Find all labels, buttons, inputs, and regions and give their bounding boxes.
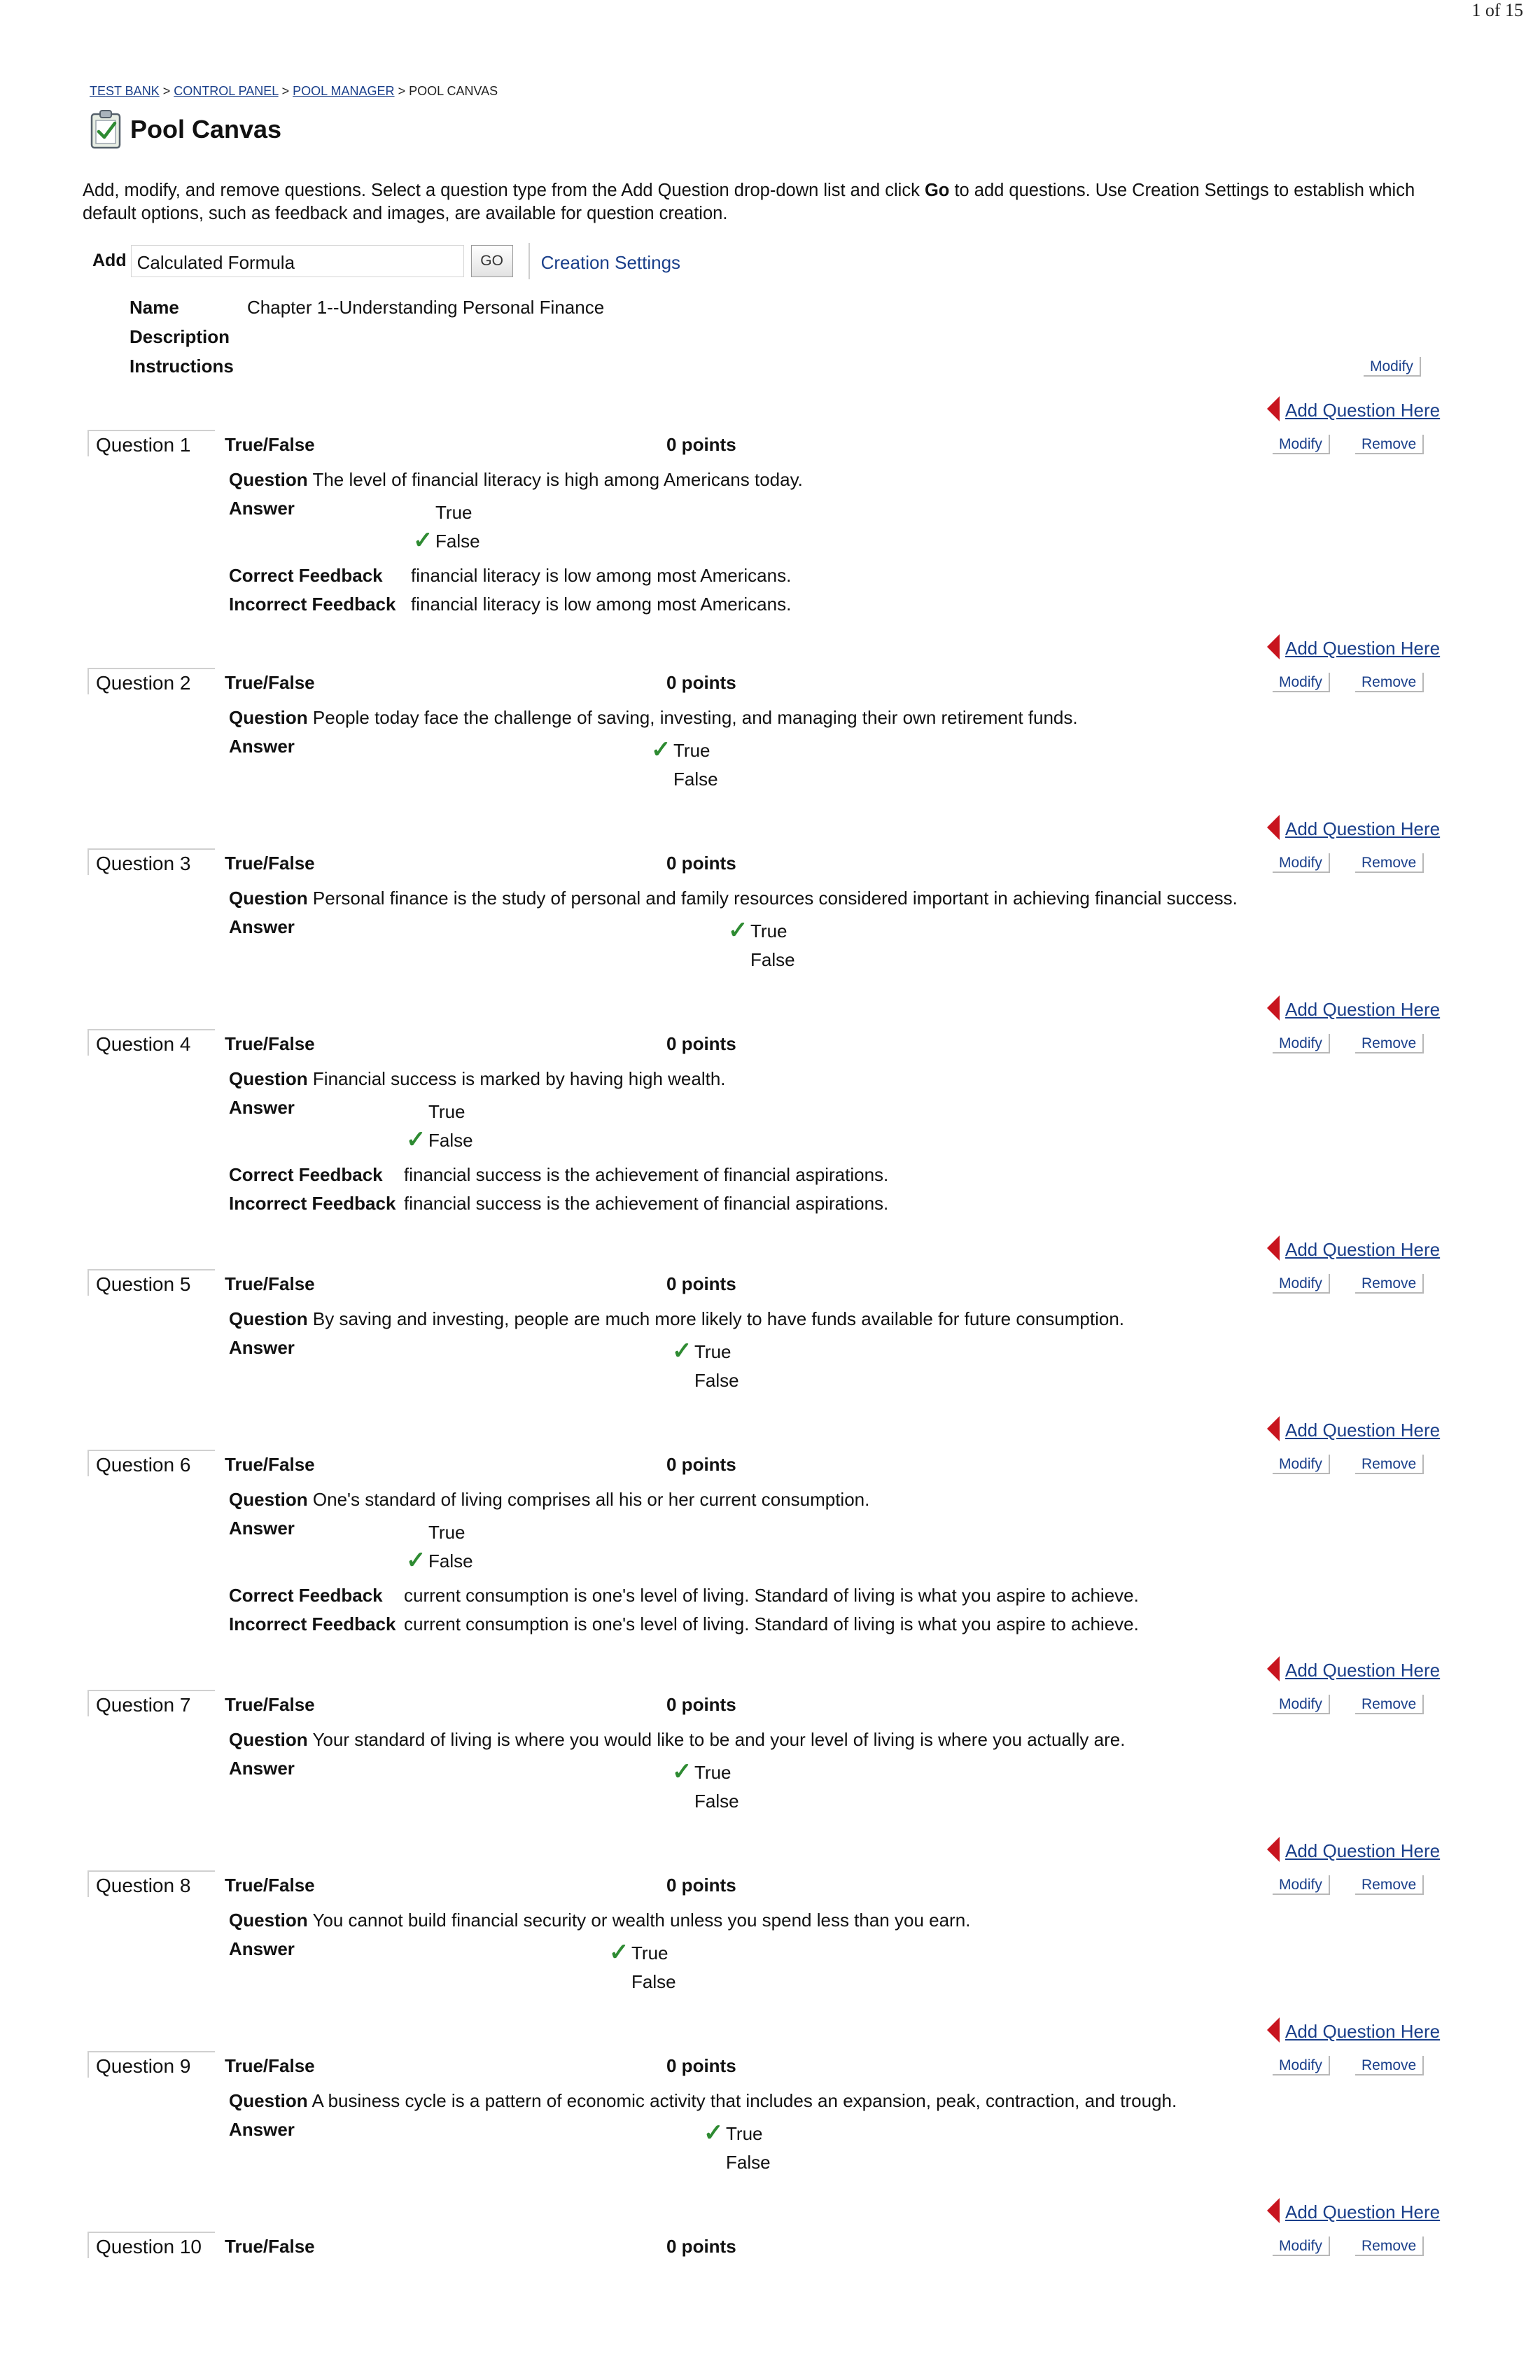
question-type-true: True <box>225 1454 263 1475</box>
breadcrumb-test-bank[interactable]: TEST BANK <box>90 84 160 98</box>
answer-label: Answer <box>229 1938 295 1959</box>
question-type-false: /False <box>262 1875 315 1896</box>
page-header <box>90 109 281 150</box>
question-type-false: /False <box>262 1694 315 1715</box>
question-type-false: /False <box>262 2055 315 2076</box>
add-question-here-link[interactable] <box>1267 995 1440 1021</box>
question-number: Question 5 <box>88 1269 215 1296</box>
correct-answer-check-icon: ✓ <box>413 527 433 554</box>
add-question-here-label: Add Question Here <box>1285 818 1441 839</box>
incorrect-feedback-text: financial literacy is low among most Americans. <box>411 594 792 615</box>
question-number: Question 9 <box>88 2051 215 2078</box>
question-text-row <box>229 1729 1125 1751</box>
question-type <box>225 434 315 456</box>
question-number: Question 4 <box>88 1029 215 1056</box>
correct-feedback-text: financial success is the achievement of financial aspirations. <box>404 1164 889 1185</box>
question-text-row <box>229 1910 970 1931</box>
question-type-false: /False <box>262 2236 315 2257</box>
question-type-false: /False <box>262 434 315 455</box>
add-question-here-label: Add Question Here <box>1285 400 1441 421</box>
clipboard-check-icon <box>90 109 123 150</box>
question-type-false: /False <box>262 1454 315 1475</box>
answer-option-false: False <box>694 1370 739 1391</box>
question-type-true: True <box>225 672 263 693</box>
question-header <box>88 430 1442 458</box>
add-question-here-link[interactable] <box>1267 2198 1440 2223</box>
answer-option-false: False <box>631 1971 676 1992</box>
correct-answer-check-icon: ✓ <box>672 1338 692 1364</box>
question-type-false: /False <box>262 1033 315 1054</box>
add-question-here-label: Add Question Here <box>1285 2021 1441 2042</box>
question-number: Question 6 <box>88 1450 215 1476</box>
answer-option-false: False <box>750 949 795 970</box>
question-points: 0 points <box>666 434 736 455</box>
add-label: Add <box>92 251 127 270</box>
question-text: By saving and investing, people are much more likely to have funds available for future consumption. <box>312 1308 1125 1329</box>
question-label: Question <box>229 2090 308 2111</box>
question-type <box>225 1273 315 1295</box>
question-label: Question <box>229 1729 308 1750</box>
pool-name-value: Chapter 1--Understanding Personal Finance <box>247 297 605 318</box>
question-label: Question <box>229 1910 308 1931</box>
remove-button[interactable]: Remove <box>1355 435 1424 454</box>
question-text: People today face the challenge of saving, investing, and managing their own retirement funds. <box>312 707 1078 728</box>
question-header <box>88 1450 1442 1478</box>
answer-label: Answer <box>229 1097 295 1118</box>
question-points: 0 points <box>666 1033 736 1054</box>
question-header <box>88 848 1442 876</box>
modify-button[interactable]: Modify <box>1273 1875 1330 1895</box>
add-question-here-link[interactable] <box>1267 815 1440 840</box>
divider <box>528 243 530 279</box>
correct-answer-check-icon: ✓ <box>728 917 748 944</box>
modify-button[interactable]: Modify <box>1273 435 1330 454</box>
question-type-true: True <box>225 1273 263 1294</box>
question-number: Question 10 <box>88 2232 215 2258</box>
answer-option-false: False <box>726 2152 771 2173</box>
pool-instructions-label: Instructions <box>130 356 234 377</box>
incorrect-feedback-label: Incorrect Feedback <box>229 594 396 615</box>
add-question-here-label: Add Question Here <box>1285 638 1441 659</box>
remove-button[interactable]: Remove <box>1355 1695 1424 1714</box>
breadcrumb-pool-manager[interactable]: POOL MANAGER <box>293 84 395 98</box>
page-title: Pool Canvas <box>130 115 282 144</box>
insert-marker-icon <box>1267 995 1280 1021</box>
question-number: Question 7 <box>88 1690 215 1716</box>
question-text-row <box>229 888 1238 909</box>
modify-button[interactable]: Modify <box>1273 1695 1330 1714</box>
question-header <box>88 2051 1442 2079</box>
remove-button[interactable]: Remove <box>1355 1034 1424 1054</box>
intro-part-1: Add, modify, and remove questions. Select a question type from the Add Question drop-down list and click <box>83 181 925 200</box>
answer-option-false: False <box>435 531 480 552</box>
answer-option-false: False <box>428 1550 473 1572</box>
question-points: 0 points <box>666 1694 736 1715</box>
answer-option-false: False <box>428 1130 473 1151</box>
answer-label: Answer <box>229 2119 295 2140</box>
question-text: Your standard of living is where you would like to be and your level of living is where you actually are. <box>312 1729 1126 1750</box>
correct-answer-check-icon: ✓ <box>672 1758 692 1785</box>
modify-button[interactable]: Modify <box>1273 1034 1330 1054</box>
question-points: 0 points <box>666 853 736 874</box>
question-type-select[interactable]: Calculated Formula <box>131 245 464 277</box>
question-label: Question <box>229 469 308 490</box>
question-number: Question 3 <box>88 848 215 875</box>
answer-option-true: True <box>673 740 710 761</box>
question-points: 0 points <box>666 2055 736 2076</box>
modify-button[interactable]: Modify <box>1273 1274 1330 1294</box>
pool-description-label: Description <box>130 326 230 347</box>
remove-button[interactable]: Remove <box>1355 2236 1424 2256</box>
answer-option-true: True <box>750 920 788 941</box>
question-header <box>88 1029 1442 1057</box>
answer-option-true: True <box>428 1101 465 1122</box>
insert-marker-icon <box>1267 396 1280 421</box>
question-text: The level of financial literacy is high among Americans today. <box>312 469 803 490</box>
question-type <box>225 1033 315 1055</box>
question-label: Question <box>229 1308 308 1329</box>
question-type-true: True <box>225 853 263 874</box>
question-type <box>225 853 315 874</box>
correct-feedback-label: Correct Feedback <box>229 1585 383 1606</box>
correct-answer-check-icon: ✓ <box>406 1547 426 1574</box>
remove-button[interactable]: Remove <box>1355 1455 1424 1474</box>
add-question-here-link[interactable] <box>1267 1837 1440 1862</box>
answer-label: Answer <box>229 498 295 519</box>
remove-button[interactable]: Remove <box>1355 853 1424 873</box>
incorrect-feedback-label: Incorrect Feedback <box>229 1193 396 1214</box>
pool-name-label: Name <box>130 297 179 318</box>
add-question-here-link[interactable] <box>1267 2017 1440 2043</box>
remove-button[interactable]: Remove <box>1355 673 1424 692</box>
incorrect-feedback-text: current consumption is one's level of living. Standard of living is what you aspire to achieve. <box>404 1614 1139 1634</box>
answer-label: Answer <box>229 736 295 757</box>
modify-button[interactable]: Modify <box>1273 673 1330 692</box>
question-number: Question 2 <box>88 668 215 694</box>
question-type-true: True <box>225 2236 263 2257</box>
answer-label: Answer <box>229 1758 295 1779</box>
question-type <box>225 2236 315 2258</box>
question-text: One's standard of living comprises all his or her current consumption. <box>312 1489 870 1510</box>
answer-option-false: False <box>673 769 718 790</box>
question-type-false: /False <box>262 853 315 874</box>
correct-feedback-text: financial literacy is low among most Americans. <box>411 565 792 586</box>
answer-option-true: True <box>435 502 472 523</box>
question-label: Question <box>229 707 308 728</box>
question-type-true: True <box>225 1694 263 1715</box>
question-points: 0 points <box>666 1875 736 1896</box>
question-label: Question <box>229 1068 308 1089</box>
add-question-here-label: Add Question Here <box>1285 999 1441 1020</box>
answer-option-false: False <box>694 1791 739 1812</box>
correct-answer-check-icon: ✓ <box>651 736 671 763</box>
question-text-row <box>229 1489 869 1511</box>
question-type-true: True <box>225 1033 263 1054</box>
answer-option-true: True <box>694 1341 732 1362</box>
question-text-row <box>229 1068 726 1090</box>
answer-option-true: True <box>694 1762 732 1783</box>
insert-marker-icon <box>1267 634 1280 659</box>
add-question-here-label: Add Question Here <box>1285 1239 1441 1260</box>
question-points: 0 points <box>666 672 736 693</box>
modify-button[interactable]: Modify <box>1273 2056 1330 2076</box>
insert-marker-icon <box>1267 2017 1280 2043</box>
correct-feedback-label: Correct Feedback <box>229 1164 383 1185</box>
breadcrumb-control-panel[interactable]: CONTROL PANEL <box>174 84 279 98</box>
incorrect-feedback-label: Incorrect Feedback <box>229 1614 396 1634</box>
breadcrumb-separator: > <box>281 84 290 98</box>
question-header <box>88 1690 1442 1718</box>
question-type <box>225 2055 315 2077</box>
add-question-here-label: Add Question Here <box>1285 1660 1441 1681</box>
pool-modify-button[interactable]: Modify <box>1364 357 1421 377</box>
intro-go-word: Go <box>924 181 950 200</box>
insert-marker-icon <box>1267 1236 1280 1261</box>
modify-button[interactable]: Modify <box>1273 2236 1330 2256</box>
question-text-row <box>229 469 803 491</box>
insert-marker-icon <box>1267 2198 1280 2223</box>
question-type-true: True <box>225 434 263 455</box>
add-question-here-link[interactable] <box>1267 1656 1440 1681</box>
breadcrumb-separator: > <box>398 84 406 98</box>
remove-button[interactable]: Remove <box>1355 1274 1424 1294</box>
question-type <box>225 672 315 694</box>
add-question-here-link[interactable] <box>1267 1236 1440 1261</box>
add-question-here-label: Add Question Here <box>1285 1840 1441 1861</box>
question-label: Question <box>229 888 308 909</box>
page-number: 1 of 15 <box>1471 0 1523 20</box>
question-text: Personal finance is the study of personal and family resources considered important in achieving financial success. <box>312 888 1238 909</box>
question-header <box>88 2232 1442 2260</box>
question-points: 0 points <box>666 1273 736 1294</box>
question-text: A business cycle is a pattern of economic activity that includes an expansion, peak, contraction, and trough. <box>312 2090 1177 2111</box>
question-text-row <box>229 707 1078 729</box>
add-question-here-label: Add Question Here <box>1285 2202 1441 2222</box>
answer-option-true: True <box>428 1522 465 1543</box>
creation-settings-link[interactable]: Creation Settings <box>540 252 681 273</box>
question-number: Question 1 <box>88 430 215 456</box>
intro-text <box>83 179 1455 225</box>
breadcrumb-separator: > <box>162 84 171 98</box>
insert-marker-icon <box>1267 1416 1280 1441</box>
question-label: Question <box>229 1489 308 1510</box>
add-question-here-link[interactable] <box>1267 634 1440 659</box>
question-type-true: True <box>225 1875 263 1896</box>
question-type <box>225 1694 315 1716</box>
question-type-false: /False <box>262 1273 315 1294</box>
question-header <box>88 668 1442 696</box>
add-question-here-label: Add Question Here <box>1285 1420 1441 1441</box>
question-text: Financial success is marked by having high wealth. <box>312 1068 726 1089</box>
answer-option-true: True <box>726 2123 763 2144</box>
question-header <box>88 1870 1442 1898</box>
insert-marker-icon <box>1267 1656 1280 1681</box>
insert-marker-icon <box>1267 815 1280 840</box>
breadcrumb-current: POOL CANVAS <box>409 84 498 98</box>
remove-button[interactable]: Remove <box>1355 1875 1424 1895</box>
question-points: 0 points <box>666 2236 736 2257</box>
answer-label: Answer <box>229 1518 295 1539</box>
correct-feedback-text: current consumption is one's level of living. Standard of living is what you aspire to achieve. <box>404 1585 1139 1606</box>
add-question-here-link[interactable] <box>1267 1416 1440 1441</box>
question-text-row <box>229 1308 1124 1330</box>
breadcrumb <box>90 84 498 99</box>
question-points: 0 points <box>666 1454 736 1475</box>
answer-option-true: True <box>631 1942 668 1963</box>
remove-button[interactable]: Remove <box>1355 2056 1424 2076</box>
question-type <box>225 1454 315 1476</box>
correct-feedback-label: Correct Feedback <box>229 565 383 586</box>
question-type-true: True <box>225 2055 263 2076</box>
correct-answer-check-icon: ✓ <box>609 1939 629 1966</box>
correct-answer-check-icon: ✓ <box>704 2120 724 2146</box>
question-text: You cannot build financial security or wealth unless you spend less than you earn. <box>312 1910 971 1931</box>
question-number: Question 8 <box>88 1870 215 1897</box>
question-header <box>88 1269 1442 1297</box>
answer-label: Answer <box>229 916 295 937</box>
question-type-false: /False <box>262 672 315 693</box>
correct-answer-check-icon: ✓ <box>406 1126 426 1153</box>
modify-button[interactable]: Modify <box>1273 853 1330 873</box>
intro-part-2: to add questions. Use Creation Settings to establish which default options, such as feedback and images, are available for question creation. <box>83 181 1415 223</box>
go-button[interactable]: GO <box>471 245 513 277</box>
answer-label: Answer <box>229 1337 295 1358</box>
question-text-row <box>229 2090 1177 2112</box>
insert-marker-icon <box>1267 1837 1280 1862</box>
question-type <box>225 1875 315 1896</box>
add-question-here-link[interactable] <box>1267 396 1440 421</box>
incorrect-feedback-text: financial success is the achievement of financial aspirations. <box>404 1193 889 1214</box>
add-question-bar <box>92 245 680 280</box>
modify-button[interactable]: Modify <box>1273 1455 1330 1474</box>
